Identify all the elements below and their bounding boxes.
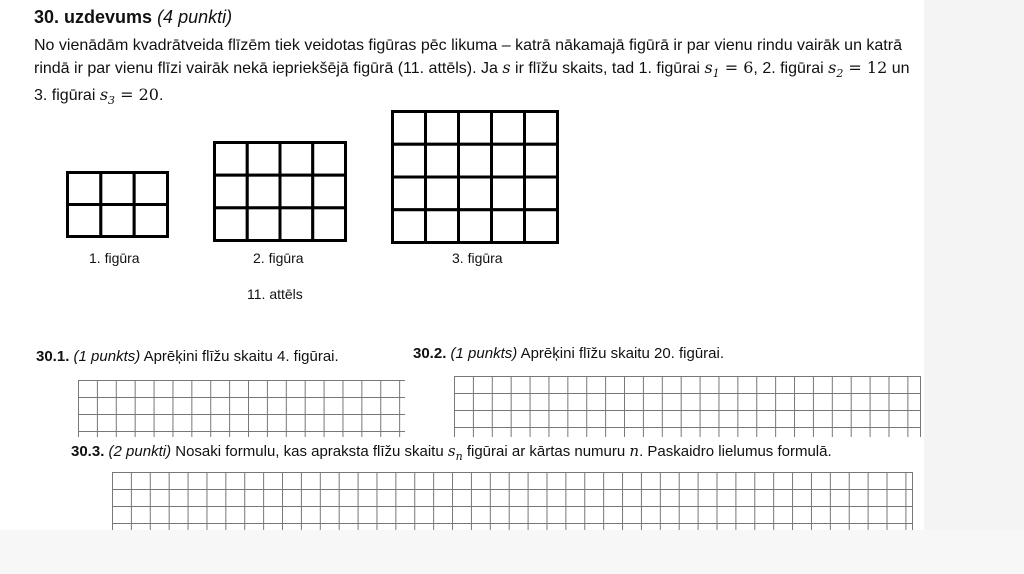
answer-grid-30-2[interactable] <box>454 376 921 441</box>
s2-expr: $s_2 = 12$ <box>828 57 888 80</box>
tile <box>313 208 346 241</box>
tile <box>492 112 525 145</box>
s3-expr: $s_3 = 20$ <box>99 85 159 108</box>
tile <box>101 173 134 205</box>
figure-group-caption: 11. attēls <box>247 286 303 302</box>
figure-1-tiles <box>66 171 169 238</box>
intro-text: . <box>158 87 164 105</box>
var-s: s <box>502 57 511 77</box>
tile <box>426 177 459 210</box>
var-sn: $s_n$ <box>447 442 463 463</box>
tile <box>215 208 248 241</box>
tile <box>525 144 558 177</box>
task-intro <box>34 35 922 112</box>
tile <box>393 112 426 145</box>
intro-text: , 2. figūrai <box>753 59 829 77</box>
tile <box>68 205 101 237</box>
tile <box>215 175 248 208</box>
tile <box>247 175 280 208</box>
tile <box>393 144 426 177</box>
tile <box>313 175 346 208</box>
right-margin <box>924 0 1024 574</box>
tile <box>134 173 167 205</box>
answer-grid-30-1[interactable] <box>78 380 406 441</box>
figure-3-tiles <box>391 110 559 244</box>
tile <box>101 205 134 237</box>
answer-grid-30-3[interactable] <box>112 472 913 530</box>
tile <box>247 208 280 241</box>
tile <box>313 143 346 176</box>
intro-line-2 <box>34 57 922 85</box>
tile <box>492 144 525 177</box>
tile <box>459 210 492 243</box>
question-30-2: 30.2. (1 punkts) Aprēķini flīžu skaitu 20. figūrai. <box>413 345 725 362</box>
tile <box>426 210 459 243</box>
var-n: n <box>629 442 640 460</box>
tile <box>525 210 558 243</box>
tile <box>492 177 525 210</box>
tile <box>280 175 313 208</box>
tile <box>459 177 492 210</box>
intro-text: rindā ir par vienu flīzi vairāk nekā iepriekšējā figūrā (11. attēls). Ja <box>34 59 503 77</box>
tile <box>459 144 492 177</box>
tile <box>426 144 459 177</box>
task-points: (4 punkti) <box>157 7 233 27</box>
tile <box>134 205 167 237</box>
question-30-3: 30.3. (2 punkti) Nosaki formulu, kas apraksta flīžu skaitu $s_n$ figūrai ar kārtas numuru n. Paskaidro lielumus formulā. <box>71 442 832 463</box>
tile <box>492 210 525 243</box>
tile <box>280 143 313 176</box>
intro-line-1: No vienādām kvadrātveida flīzēm tiek veidotas figūras pēc likuma – katrā nākamajā figūrā ir par vienu rindu vairāk un katrā <box>34 37 902 54</box>
tile <box>215 143 248 176</box>
figure-2-tiles <box>213 141 347 242</box>
tile <box>393 210 426 243</box>
figure-2-caption: 2. figūra <box>253 250 304 266</box>
intro-text: un <box>887 59 910 77</box>
s1-expr: $s_1 = 6$ <box>704 57 754 80</box>
tile <box>459 112 492 145</box>
tile <box>525 177 558 210</box>
task-number: 30. uzdevums <box>34 7 153 27</box>
figure-3-caption: 3. figūra <box>452 250 503 266</box>
intro-text: 3. figūrai <box>34 87 100 105</box>
tile <box>280 208 313 241</box>
tile <box>247 143 280 176</box>
figure-1-caption: 1. figūra <box>89 250 140 266</box>
tile <box>426 112 459 145</box>
intro-text: ir flīžu skaits, tad 1. figūrai <box>510 59 705 77</box>
grid-fade <box>405 376 453 446</box>
tile <box>68 173 101 205</box>
tile <box>525 112 558 145</box>
tile <box>393 177 426 210</box>
intro-line-3 <box>34 84 922 112</box>
bottom-margin <box>0 530 1024 574</box>
question-30-1: 30.1. (1 punkts) Aprēķini flīžu skaitu 4. figūrai. <box>36 348 339 365</box>
task-title <box>34 7 232 28</box>
